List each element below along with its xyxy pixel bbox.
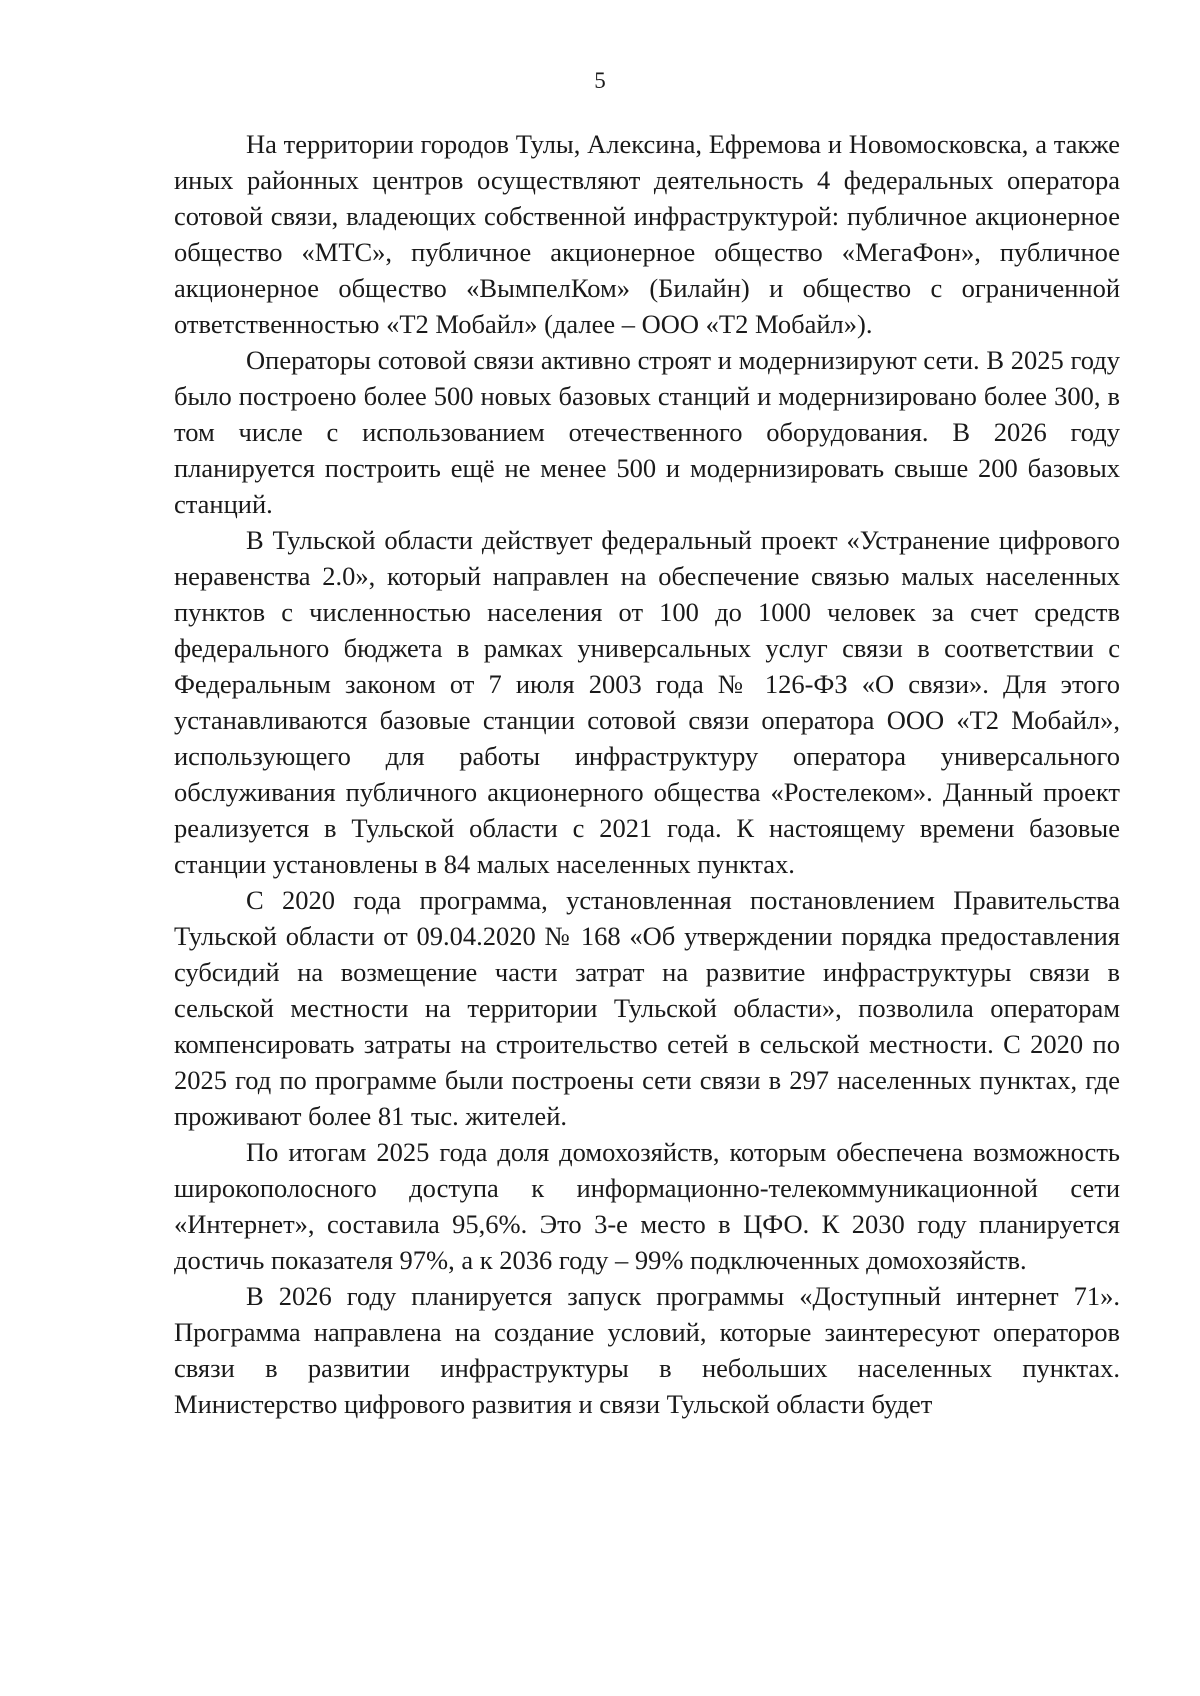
paragraph-broadband-access: По итогам 2025 года доля домохозяйств, которым обеспечена возможность широкополосного доступа к информационно-телекоммуникационной сети «Интернет», составила 95,6%. Это 3-е место в ЦФО. К 2030 году планируется достичь показателя 97%, а к 2036 году – 99% подключенных домохозяйств. [174,1137,1120,1275]
paragraph-rural-subsidy-program: С 2020 года программа, установленная постановлением Правительства Тульской области от 09.04.2020 № 168 «Об утверждении порядка предоставления субсидий на возмещение части затрат на развитие инфраструктуры связи в сельской местности на территории Тульской области», позволила операторам компенсировать затраты на строительство сетей в сельской местности. С 2020 по 2025 год по программе были построены сети связи в 297 населенных пунктах, где проживают более 81 тыс. жителей. [174,885,1120,1131]
page-number: 5 [594,68,606,93]
paragraph-network-construction: Операторы сотовой связи активно строят и модернизируют сети. В 2025 году было построено более 500 новых базовых станций и модернизировано более 300, в том числе с использованием отечественного оборудования. В 2026 году планируется построить ещё не менее 500 и модернизировать свыше 200 базовых станций. [174,345,1120,519]
paragraph-mobile-operators: На территории городов Тулы, Алексина, Ефремова и Новомосковска, а также иных районных центров осуществляют деятельность 4 федеральных оператора сотовой связи, владеющих собственной инфраструктурой: публичное акционерное общество «МТС», публичное акционерное общество «МегаФон», публичное акционерное общество «ВымпелКом» (Билайн) и общество с ограниченной ответственностью «Т2 Мобайл» (далее – ООО «Т2 Мобайл»). [174,129,1120,339]
paragraph-digital-inequality-project: В Тульской области действует федеральный проект «Устранение цифрового неравенства 2.0», который направлен на обеспечение связью малых населенных пунктов с численностью населения от 100 до 1000 человек за счет средств федерального бюджета в рамках универсальных услуг связи в соответствии с Федеральным законом от 7 июля 2003 года № 126-ФЗ «О связи». Для этого устанавливаются базовые станции сотовой связи оператора ООО «Т2 Мобайл», использующего для работы инфраструктуру оператора универсального обслуживания публичного акционерного общества «Ростелеком». Данный проект реализуется в Тульской области с 2021 года. К настоящему времени базовые станции установлены в 84 малых населенных пунктах. [174,525,1120,879]
document-body [174,126,1120,1422]
paragraph-affordable-internet-program: В 2026 году планируется запуск программы «Доступный интернет 71». Программа направлена на создание условий, которые заинтересуют операторов связи в развитии инфраструктуры в небольших населенных пунктах. Министерство цифрового развития и связи Тульской области будет [174,1281,1120,1419]
